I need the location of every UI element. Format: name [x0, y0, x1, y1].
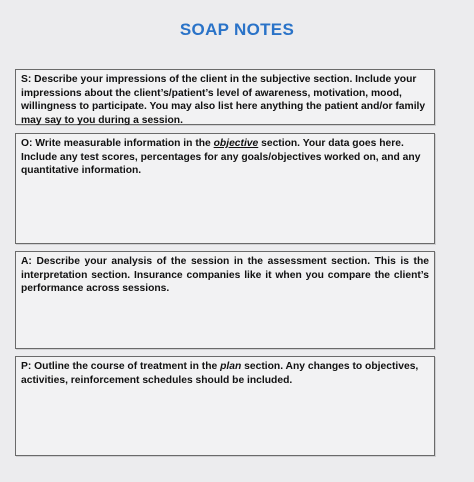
plan-section-box	[15, 356, 435, 456]
objective-section-text-end: section. Your data goes here. Include any test scores, percentages for any goals/objectives worked on, and any quantitative information.	[21, 138, 421, 177]
subjective-section-text: S: Describe your impressions of the client in the subjective section. Include your impressions about the client’s/patient’s level of awareness, motivation, mood, willingness to participate. You may also list here anything the patient and/or family may say to you during a session.	[21, 74, 426, 126]
objective-section-box	[15, 133, 435, 244]
plan-section-text-end: section. Any changes to objectives, activities, reinforcement schedules should be included.	[21, 361, 419, 386]
assessment-section-text: A: Describe your analysis of the session in the assessment section. This is the interpretation section. Insurance companies like it when you compare the client’s performance across sessions.	[21, 256, 429, 295]
assessment-section-box	[15, 251, 435, 349]
plan-section-text-start: P: Outline the course of treatment in the	[21, 361, 221, 372]
plan-keyword: plan	[220, 361, 242, 372]
objective-keyword: objective	[213, 138, 259, 149]
subjective-section-box	[15, 69, 435, 125]
objective-section-text-start: O: Write measurable information in the	[21, 138, 214, 149]
page-title: SOAP NOTES	[179, 20, 295, 39]
